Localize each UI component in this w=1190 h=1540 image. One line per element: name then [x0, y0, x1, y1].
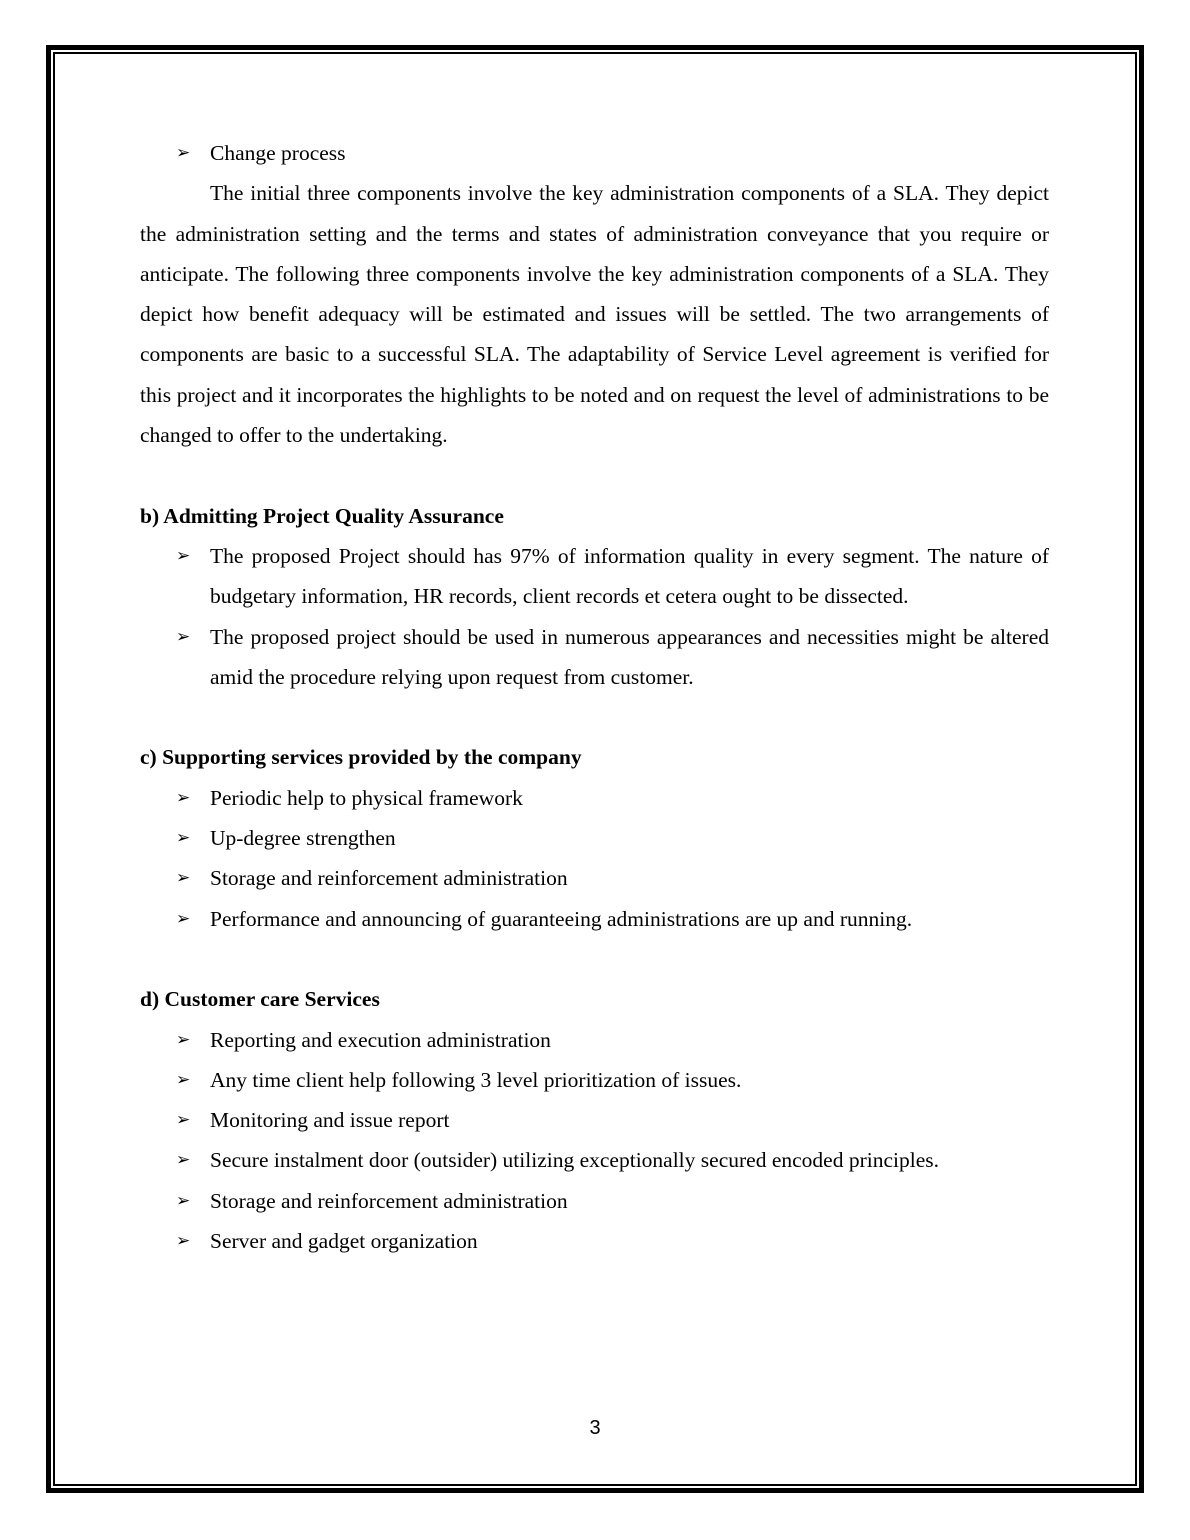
arrow-bullet-icon: ➢ [176, 868, 191, 889]
bullet-text: Server and gadget organization [210, 1229, 478, 1254]
spacer [140, 939, 1049, 979]
page-number: 3 [589, 1417, 601, 1439]
arrow-bullet-icon: ➢ [176, 908, 191, 929]
list-item [140, 1140, 1049, 1180]
arrow-bullet-icon: ➢ [176, 1150, 191, 1171]
arrow-bullet-icon: ➢ [176, 1231, 191, 1252]
list-item [140, 1060, 1049, 1100]
bullet-text: Any time client help following 3 level prioritization of issues. [210, 1067, 742, 1092]
list-item [140, 858, 1049, 898]
bullet-text: Change process [210, 141, 346, 165]
section-heading-quality-assurance: b) Admitting Project Quality Assurance [140, 503, 504, 528]
intro-paragraph: The initial three components involve the key administration components of a SLA. They depict the administration setting and the terms and states of administration conveyance that you require or anticipate. The following three components involve the key administration components of a SLA. They depict how benefit adequacy will be estimated and issues will be settled. The two arrangements of components are basic to a successful SLA. The adaptability of Service Level agreement is verified for this project and it incorporates the highlights to be noted and on request the level of administrations to be changed to offer to the undertaking. [140, 181, 1049, 448]
arrow-bullet-icon: ➢ [176, 626, 191, 647]
arrow-bullet-icon: ➢ [176, 1069, 191, 1090]
spacer [140, 455, 1049, 495]
list-item [140, 617, 1049, 698]
list-item [140, 778, 1049, 818]
arrow-bullet-icon: ➢ [176, 1029, 191, 1050]
bullet-text: The proposed Project should has 97% of information quality in every segment. The nature of budgetary information, HR records, client records et cetera ought to be dissected. [210, 543, 1049, 609]
section-heading-supporting-services: c) Supporting services provided by the company [140, 745, 582, 770]
bullet-text: Reporting and execution administration [210, 1027, 551, 1052]
bullet-text: Up-degree strengthen [210, 826, 396, 851]
arrow-bullet-icon: ➢ [176, 1110, 191, 1131]
arrow-bullet-icon: ➢ [176, 1190, 191, 1211]
bullet-text: Storage and reinforcement administration [210, 866, 568, 891]
document-body [140, 133, 1049, 1261]
spacer [140, 697, 1049, 737]
bullet-item-change-process [140, 133, 1049, 173]
list-item [140, 1221, 1049, 1261]
arrow-bullet-icon: ➢ [176, 828, 191, 849]
bullet-text: Storage and reinforcement administration [210, 1188, 568, 1213]
list-item [140, 1020, 1049, 1060]
arrow-bullet-icon: ➢ [176, 545, 191, 566]
bullet-text: Performance and announcing of guaranteeing administrations are up and running. [210, 906, 913, 931]
arrow-bullet-icon: ➢ [176, 143, 191, 163]
bullet-text: Secure instalment door (outsider) utilizing exceptionally secured encoded principles. [210, 1148, 939, 1173]
list-item [140, 1181, 1049, 1221]
list-item [140, 1100, 1049, 1140]
list-item [140, 536, 1049, 617]
list-item [140, 899, 1049, 939]
section-heading-customer-care: d) Customer care Services [140, 987, 380, 1012]
bullet-text: Periodic help to physical framework [210, 785, 523, 810]
bullet-text: The proposed project should be used in numerous appearances and necessities might be altered amid the procedure relying upon request from customer. [210, 624, 1049, 689]
list-item [140, 818, 1049, 858]
arrow-bullet-icon: ➢ [176, 787, 191, 808]
bullet-text: Monitoring and issue report [210, 1108, 450, 1133]
